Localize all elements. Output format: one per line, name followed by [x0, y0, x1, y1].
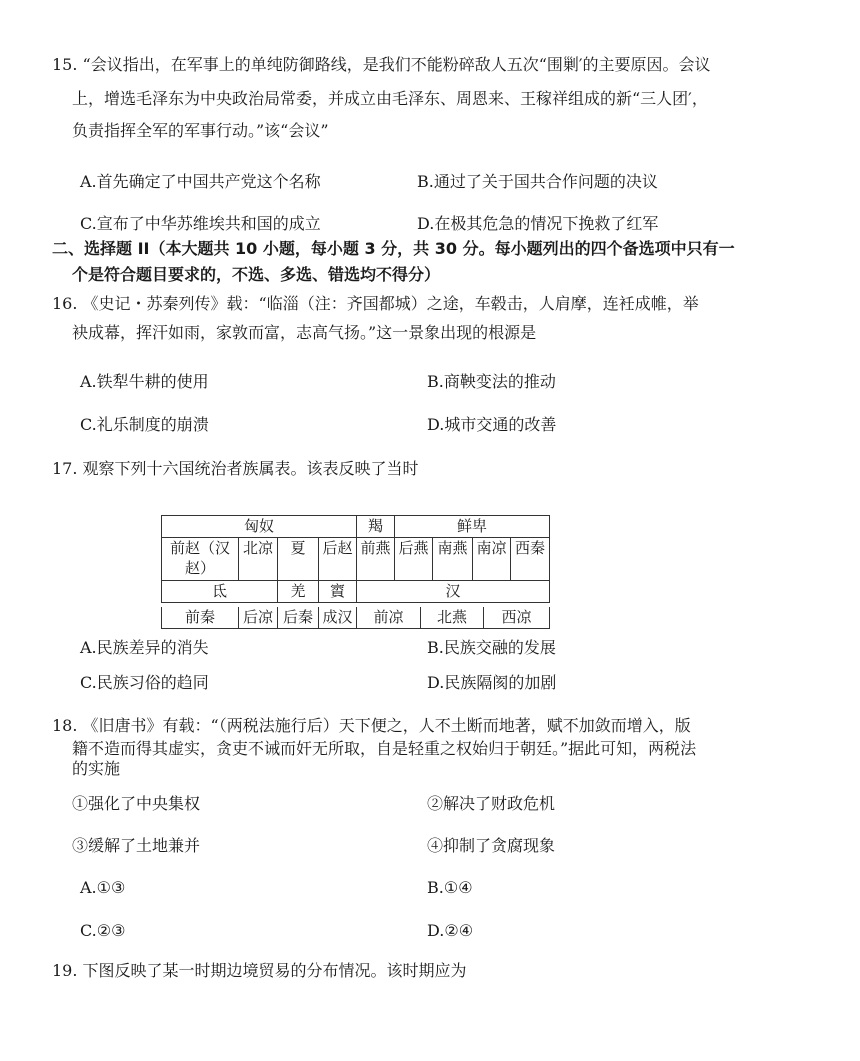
q18-item-4: ④抑制了贪腐现象 — [427, 836, 556, 855]
table-cell: 賨 — [319, 581, 357, 603]
q16-option-d: D.城市交通的改善 — [427, 415, 557, 434]
q18-option-c: C.②③ — [80, 921, 126, 940]
q15-stem-line2: 上，增选毛泽东为中央政治局常委，并成立由毛泽东、周恩来、王稼祥组成的新“三人团′， — [72, 89, 708, 108]
table-cell: 后凉 — [239, 607, 278, 629]
table-cell: 后燕 — [395, 538, 433, 581]
table-row — [162, 581, 550, 603]
table-cell: 北凉 — [239, 538, 278, 581]
q17-option-d: D.民族隔阂的加剧 — [427, 673, 557, 692]
table-row — [162, 607, 550, 629]
q16-option-c: C.礼乐制度的崩溃 — [80, 415, 209, 434]
q18-stem-line3: 的实施 — [72, 759, 121, 778]
q15-option-a: A.首先确定了中国共产党这个名称 — [80, 172, 321, 191]
table-cell: 南凉 — [473, 538, 511, 581]
table-cell: 西凉 — [484, 607, 550, 629]
q19-stem-line1: 19. 下图反映了某一时期边境贸易的分布情况。该时期应为 — [52, 961, 467, 980]
q16-stem-line1: 16. 《史记・苏秦列传》载：“临淄（注：齐国都城）之途，车毂击，人肩摩，连衽成帷，举 — [52, 294, 699, 313]
table-cell: 后赵 — [319, 538, 357, 581]
q18-item-2: ②解决了财政危机 — [427, 794, 556, 813]
section-heading-line2: 个是符合题目要求的，不选、多选、错选均不得分） — [72, 265, 441, 284]
table-row — [162, 538, 550, 581]
table-cell: 氐 — [162, 581, 278, 603]
table-cell: 前赵（汉赵） — [162, 538, 239, 581]
table-cell: 北燕 — [421, 607, 484, 629]
tribes-table — [161, 515, 550, 603]
q18-option-b: B.①④ — [427, 878, 473, 897]
table-cell: 鲜卑 — [395, 516, 550, 538]
q17-option-b: B.民族交融的发展 — [427, 638, 556, 657]
table-cell: 羯 — [357, 516, 395, 538]
q15-stem-line3: 负责指挥全军的军事行动。”该“会议” — [72, 121, 329, 140]
q15-stem-line1: 15. “会议指出，在军事上的单纯防御路线，是我们不能粉碎敌人五次“围剿′的主要原因。会议 — [52, 55, 711, 74]
q18-item-3: ③缓解了土地兼并 — [72, 836, 201, 855]
q15-option-b: B.通过了关于国共合作问题的决议 — [417, 172, 658, 191]
q15-option-d: D.在极其危急的情况下挽救了红军 — [417, 214, 659, 233]
table-cell: 南燕 — [433, 538, 473, 581]
table-cell: 汉 — [357, 581, 550, 603]
q16-stem-line2: 袂成幕，挥汗如雨，家敦而富，志高气扬。”这一景象出现的根源是 — [72, 323, 537, 342]
table-cell: 匈奴 — [162, 516, 357, 538]
table-row — [162, 516, 550, 538]
q17-stem-line1: 17. 观察下列十六国统治者族属表。该表反映了当时 — [52, 459, 419, 478]
table-cell: 成汉 — [319, 607, 357, 629]
q18-option-a: A.①③ — [80, 878, 126, 897]
table-cell: 夏 — [278, 538, 319, 581]
section-heading-line1: 二、选择题 II（本大题共 10 小题，每小题 3 分，共 30 分。每小题列出的四个备选项中只有一 — [52, 239, 735, 258]
table-cell: 前燕 — [357, 538, 395, 581]
table-cell: 西秦 — [511, 538, 550, 581]
q16-option-b: B.商鞅变法的推动 — [427, 372, 556, 391]
q16-option-a: A.铁犁牛耕的使用 — [80, 372, 209, 391]
table-cell: 前凉 — [357, 607, 421, 629]
table-cell: 后秦 — [278, 607, 319, 629]
tribes-table-last-row — [161, 607, 550, 629]
table-cell: 羌 — [278, 581, 319, 603]
q18-stem-line2: 籍不造而得其虚实，贪吏不诫而奸无所取，自是轻重之权始归于朝廷。”据此可知，两税法 — [72, 739, 697, 758]
q15-option-c: C.宣布了中华苏维埃共和国的成立 — [80, 214, 321, 233]
table-cell: 前秦 — [162, 607, 239, 629]
q18-stem-line1: 18. 《旧唐书》有载：“（两税法施行后）天下便之，人不土断而地著，赋不加敛而增入，版 — [52, 716, 691, 735]
q17-option-a: A.民族差异的消失 — [80, 638, 209, 657]
q17-option-c: C.民族习俗的趋同 — [80, 673, 209, 692]
q18-item-1: ①强化了中央集权 — [72, 794, 201, 813]
q18-option-d: D.②④ — [427, 921, 474, 940]
